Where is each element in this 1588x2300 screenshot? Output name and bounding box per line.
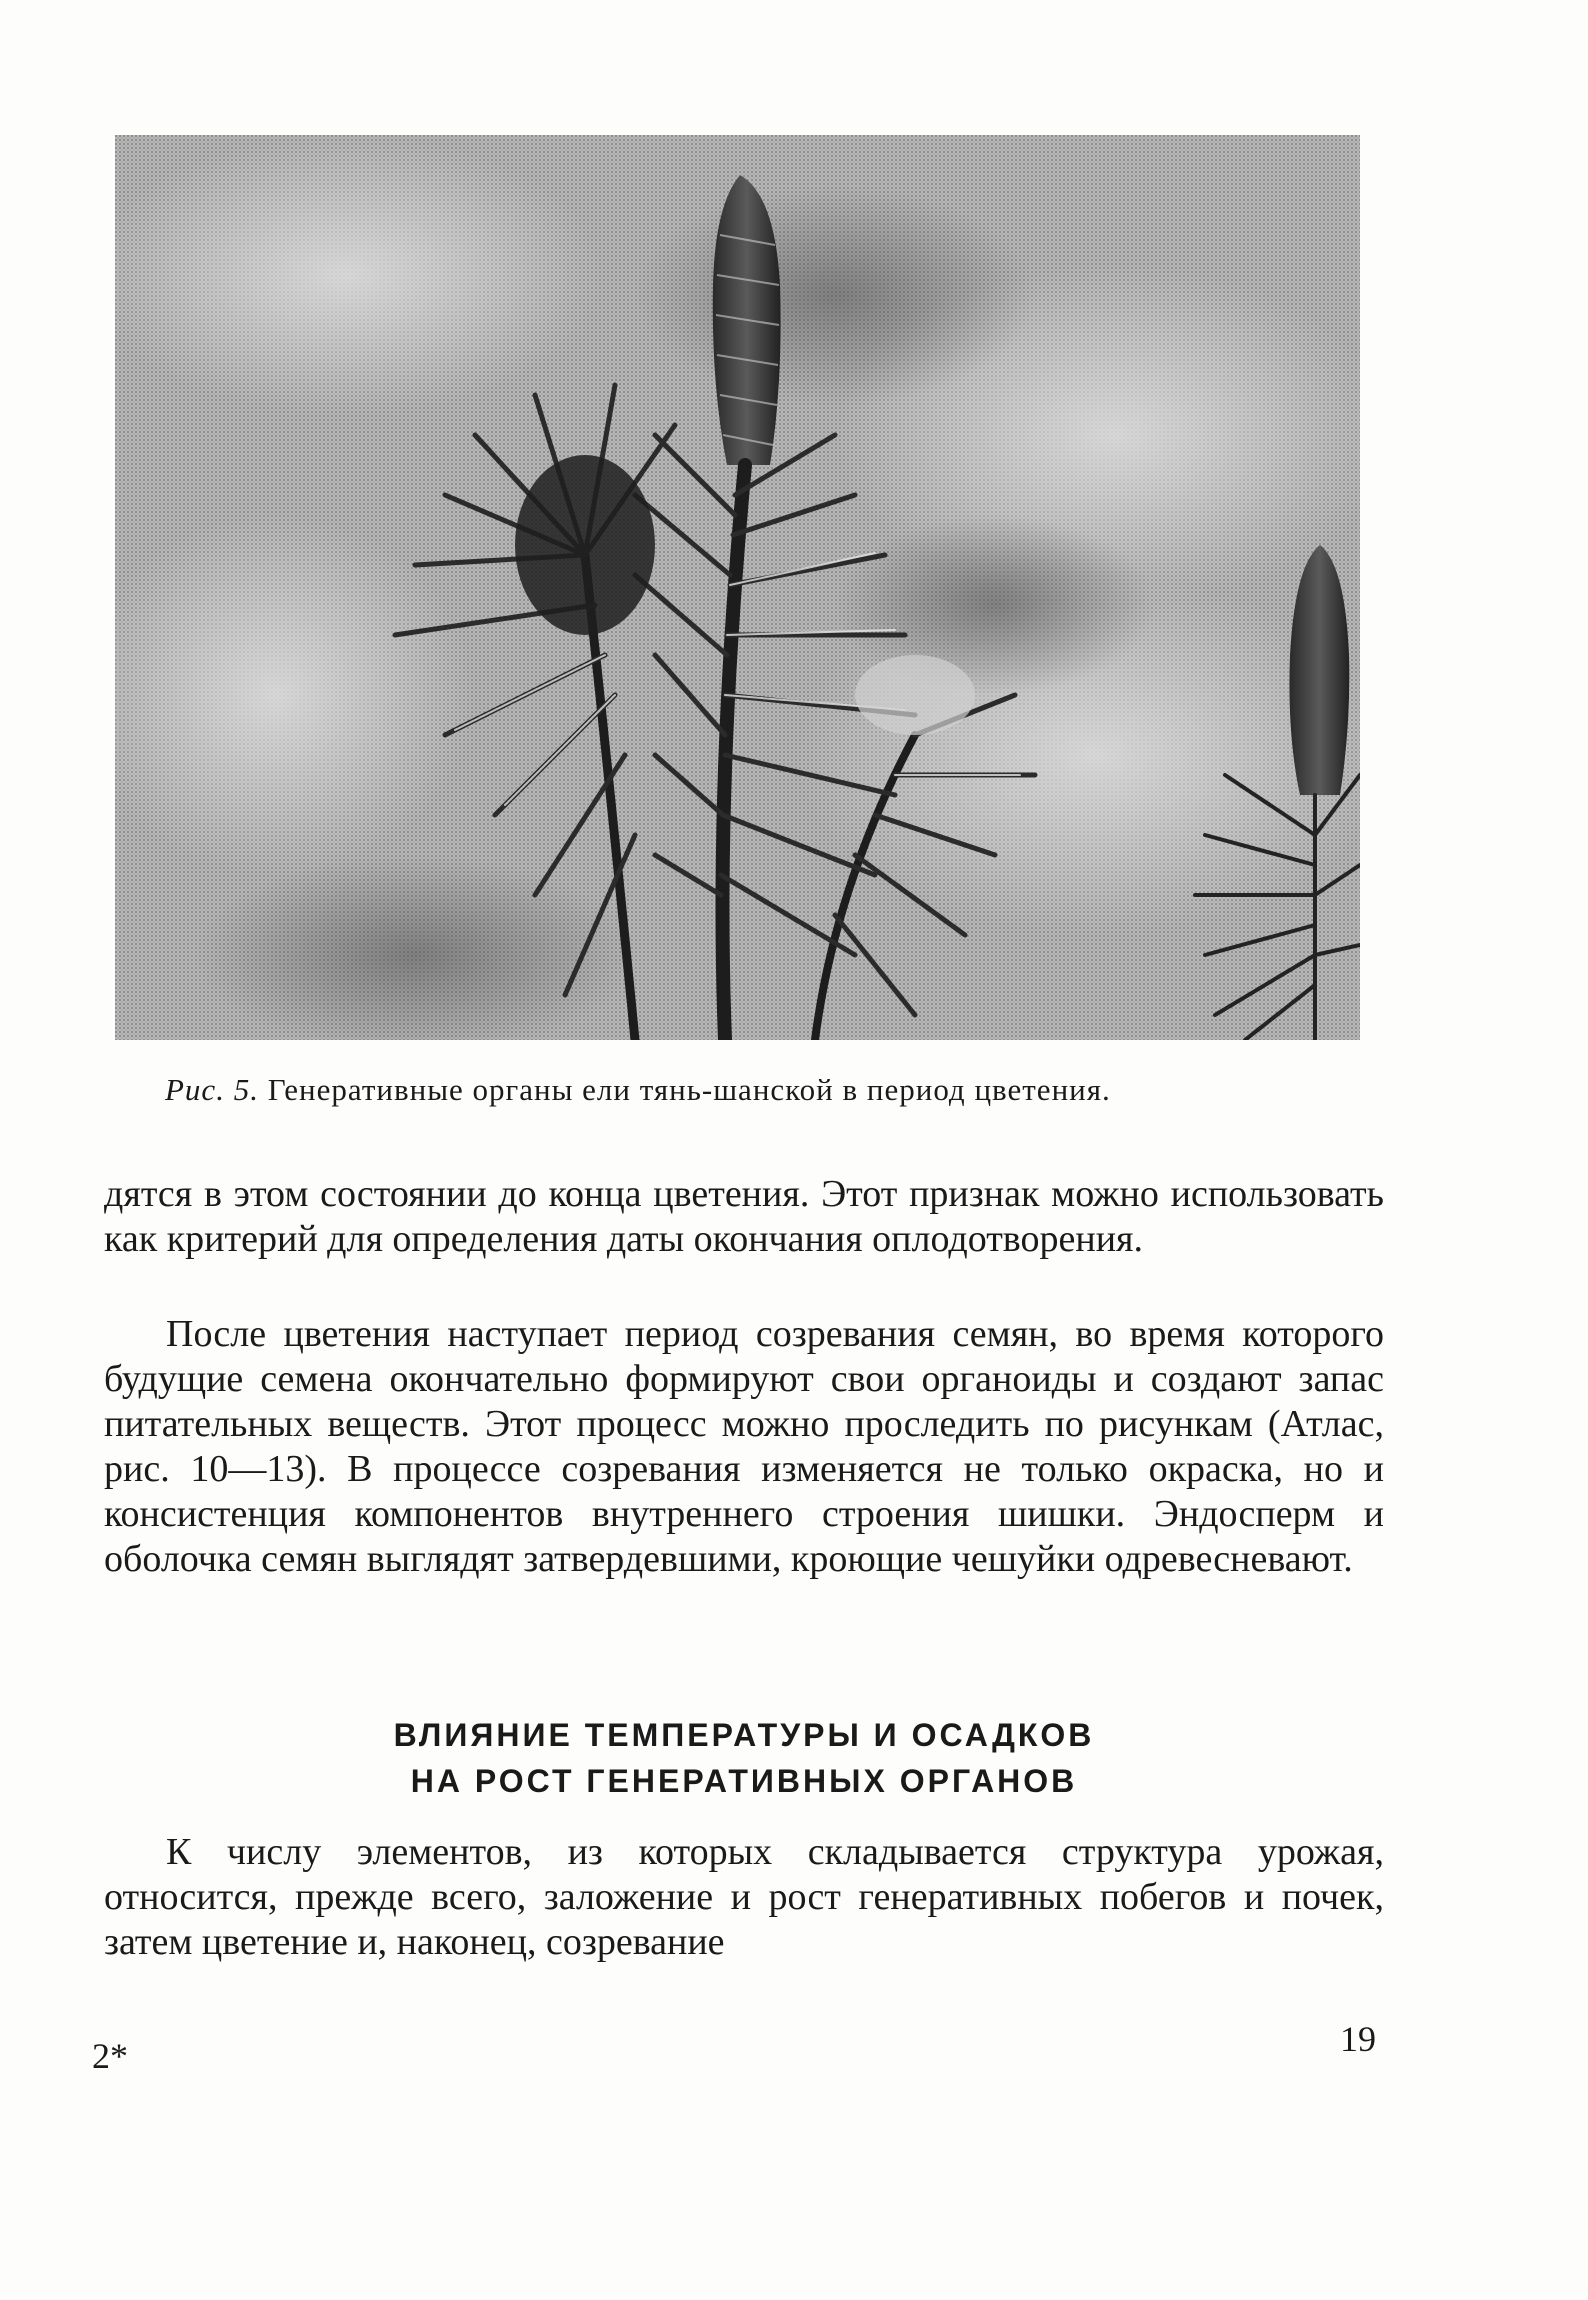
spruce-branch-photo-image <box>115 135 1360 1040</box>
paragraph-yield-structure: К числу элементов, из которых складывается структура урожая, относится, прежде всего, заложение и рост генеративных побегов и почек, затем цветение и, наконец, созревание <box>104 1831 1384 1963</box>
figure-caption <box>165 1072 1405 1108</box>
section-heading-line-2: НА РОСТ ГЕНЕРАТИВНЫХ ОРГАНОВ <box>410 1763 1078 1799</box>
section-heading <box>104 1712 1384 1804</box>
printer-signature: 2* <box>92 2036 128 2076</box>
caption-text: Генеративные органы ели тянь-шанской в период цветения. <box>267 1072 1111 1107</box>
page-number: 19 <box>1340 2019 1376 2059</box>
spruce-photo <box>115 135 1360 1040</box>
caption-figure-number: Рис. 5. <box>165 1072 259 1107</box>
paragraph-continued: дятся в этом состоянии до конца цветения. Этот признак можно использовать как критерий для определения даты окончания оплодотворения. <box>104 1173 1384 1260</box>
section-heading-line-1: ВЛИЯНИЕ ТЕМПЕРАТУРЫ И ОСАДКОВ <box>393 1717 1095 1753</box>
paragraph-seed-maturation: После цветения наступает период созревания семян, во время которого будущие семена окончательно формируют свои органоиды и создают запас питательных веществ. Этот процесс можно проследить по рисункам (Атлас, рис. 10—13). В процессе созревания изменяется не только окраска, но и консистенция компонентов внутреннего строения шишки. Эндосперм и оболочка семян выглядят затвердевшими, кроющие чешуйки одревесневают. <box>104 1313 1384 1580</box>
